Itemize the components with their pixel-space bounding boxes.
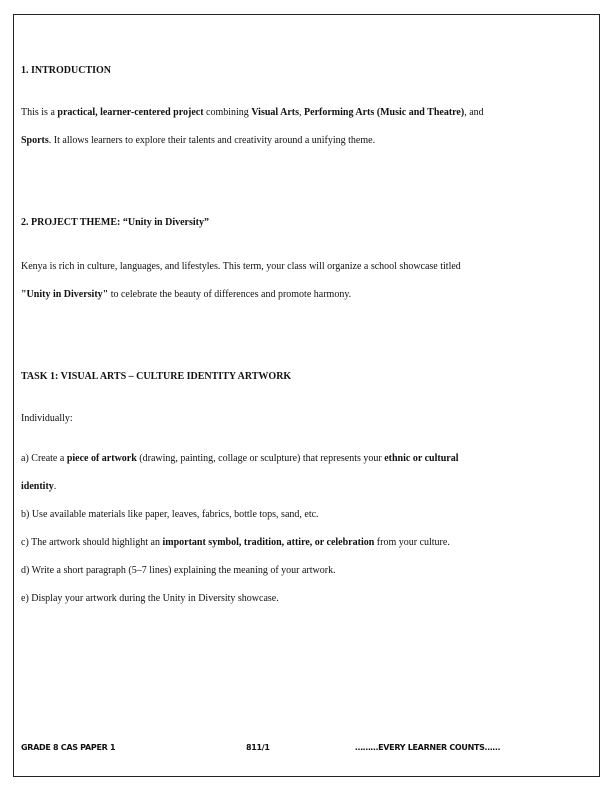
- task-item-e: e) Display your artwork during the Unity in Diversity showcase.: [21, 593, 279, 604]
- bold-text: ethnic or cultural: [384, 453, 459, 464]
- task-item-b: b) Use available materials like paper, leaves, fabrics, bottle tops, sand, etc.: [21, 509, 319, 520]
- text: to celebrate the beauty of differences and promote harmony.: [108, 289, 352, 300]
- text: (drawing, painting, collage or sculpture) that represents your: [136, 453, 385, 464]
- bold-text: identity: [21, 481, 54, 492]
- text: combining: [203, 107, 252, 118]
- text: a) Create a: [21, 453, 67, 464]
- intro-paragraph-line-1: [21, 107, 484, 119]
- footer-grade: GRADE 8 CAS PAPER 1: [21, 743, 116, 752]
- bold-text: Visual Arts: [251, 107, 300, 118]
- footer-motto: ………EVERY LEARNER COUNTS……: [355, 743, 501, 752]
- task-item-a-continued: [21, 481, 56, 493]
- text: from your culture.: [374, 537, 450, 548]
- task-intro: Individually:: [21, 413, 73, 424]
- text: . It allows learners to explore their talents and creativity around a unifying theme.: [48, 135, 376, 146]
- section-heading-project-theme: 2. PROJECT THEME: “Unity in Diversity”: [21, 217, 209, 228]
- section-heading-task-1: TASK 1: VISUAL ARTS – CULTURE IDENTITY ARTWORK: [21, 371, 292, 382]
- section-heading-introduction: 1. INTRODUCTION: [21, 65, 112, 76]
- bold-text: Sports: [21, 135, 49, 146]
- bold-text: piece of artwork: [66, 453, 137, 464]
- task-item-d: d) Write a short paragraph (5–7 lines) explaining the meaning of your artwork.: [21, 565, 336, 576]
- text: ,: [299, 107, 305, 118]
- text: c) The artwork should highlight an: [21, 537, 163, 548]
- footer-paper-code: 811/1: [246, 743, 270, 752]
- text: .: [53, 481, 57, 492]
- intro-paragraph-line-2: [21, 135, 375, 147]
- bold-text: Performing Arts (Music and Theatre): [304, 107, 465, 118]
- text: , and: [464, 107, 484, 118]
- bold-text: practical, learner-centered project: [57, 107, 204, 118]
- text: This is a: [21, 107, 58, 118]
- theme-paragraph-line-2: [21, 289, 351, 301]
- theme-paragraph-line-1: Kenya is rich in culture, languages, and lifestyles. This term, your class will organize a school showcase titled: [21, 261, 461, 272]
- page-border: [13, 14, 600, 777]
- task-item-c: [21, 537, 450, 549]
- bold-text: "Unity in Diversity": [21, 289, 109, 300]
- bold-text: important symbol, tradition, attire, or celebration: [162, 537, 375, 548]
- task-item-a: [21, 453, 458, 465]
